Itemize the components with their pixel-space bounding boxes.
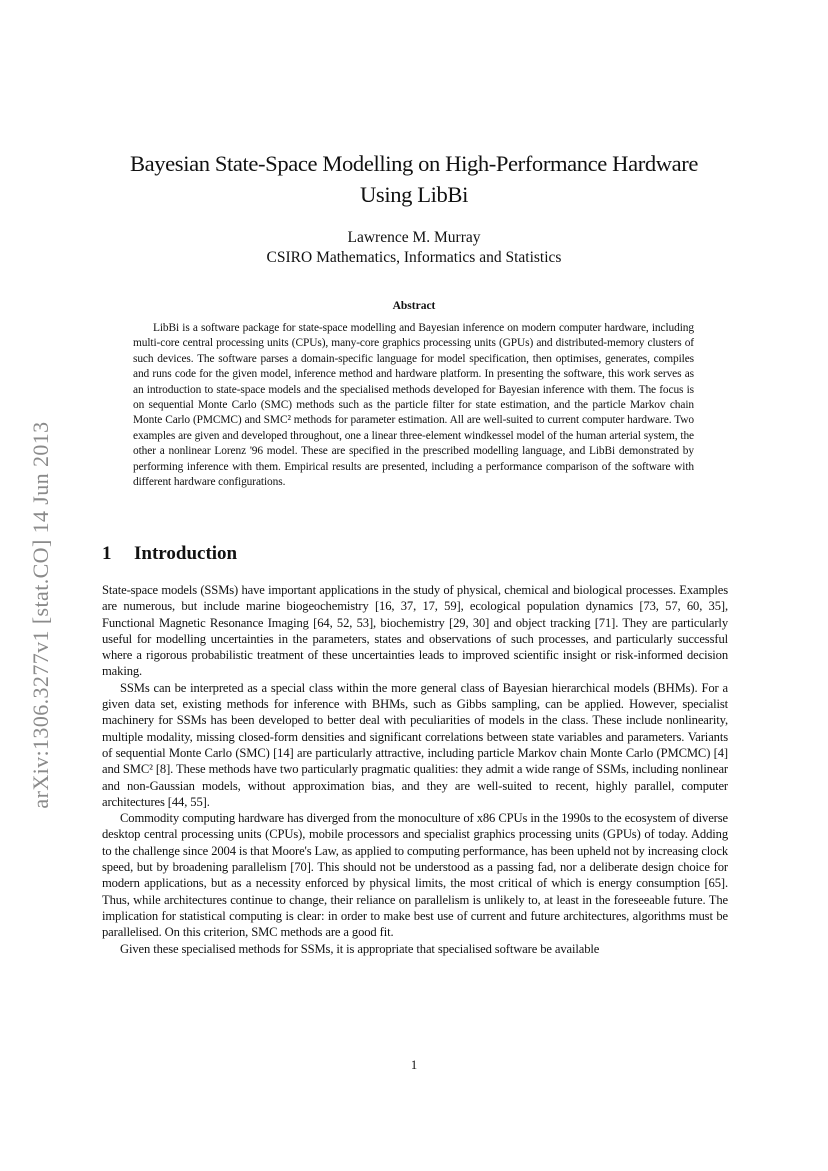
paper-title: [90, 148, 738, 210]
abstract-body: LibBi is a software package for state-space modelling and Bayesian inference on modern computer hardware, including multi-core central processing units (CPUs), many-core graphics processing units (GPUs) and distributed-memory clusters of such devices. The software parses a domain-specific language for model specification, then optimises, generates, compiles and runs code for the given model, inference method and hardware platform. In presenting the software, this work serves as an introduction to state-space models and the specialised methods developed for Bayesian inference with them. The focus is on sequential Monte Carlo (SMC) methods such as the particle filter for state estimation, and the particle Markov chain Monte Carlo (PMCMC) and SMC² methods for parameter estimation. All are well-suited to current computer hardware. Two examples are given and developed throughout, one a linear three-element windkessel model of the human arterial system, the other a nonlinear Lorenz '96 model. These are specified in the prescribed modelling language, and LibBi demonstrated by performing inference with them. Empirical results are presented, including a performance comparison of the software with different hardware configurations.: [133, 322, 694, 489]
section-heading: [102, 543, 728, 565]
paragraph: State-space models (SSMs) have important applications in the study of physical, chemical and biological processes. Examples are numerous, but include marine biogeochemistry [16, 37, 17, 59], ecological population dynamics [73, 57, 60, 35], Functional Magnetic Resonance Imaging [64, 52, 53], biochemistry [29, 30] and object tracking [71]. They are particularly useful for modelling uncertainties in the parameters, states and observations of such processes, and particularly successful where a rigorous probabilistic treatment of these uncertainties leads to improved scientific insight or risk-informed decision making.: [102, 583, 728, 679]
paragraph: SSMs can be interpreted as a special class within the more general class of Bayesian hierarchical models (BHMs). For a given data set, existing methods for inference with BHMs, such as Gibbs sampling, can be applied. However, specialist machinery for SSMs has been developed to better deal with peculiarities of models in the class. These include nonlinearity, multiple modality, missing closed-form densities and significant correlations between state variables and parameters. Variants of sequential Monte Carlo (SMC) [14] are particularly attractive, including particle Markov chain Monte Carlo (PMCMC) [4] and SMC² [8]. These methods have two particularly pragmatic qualities: they admit a wide range of SSMs, including nonlinear and non-Gaussian models, without approximation bias, and they are well-suited to recent, highly parallel, computer architectures [44, 55].: [102, 680, 728, 809]
paragraph: Given these specialised methods for SSMs, it is appropriate that specialised software be available: [120, 941, 600, 956]
title-line-1: Bayesian State-Space Modelling on High-Performance Hardware: [129, 151, 699, 176]
section-title: Introduction: [134, 543, 238, 564]
abstract-heading: Abstract: [392, 300, 436, 312]
title-line-2: Using LibBi: [360, 182, 468, 207]
paragraph: Commodity computing hardware has diverged from the monoculture of x86 CPUs in the 1990s to the ecosystem of diverse desktop central processing units (CPUs), mobile processors and specialist graphics processing units (GPUs) of today. Adding to the challenge since 2004 is that Moore's Law, as applied to computing performance, has been upheld not by increasing clock speed, but by broadening parallelism [70]. This should not be understood as a passing fad, nor a deliberate design choice for modern applications, but as a necessity enforced by physical limits, the most critical of which is energy consumption [65]. Thus, while architectures continue to change, their reliance on parallelism is unlikely to, at least in the foreseeable future. The implication for statistical computing is clear: in order to make best use of current and future architectures, algorithms must be parallelised. On this criterion, SMC methods are a good fit.: [102, 811, 728, 940]
page-number: 1: [410, 1058, 418, 1072]
author-affiliation: CSIRO Mathematics, Informatics and Statistics: [266, 249, 562, 266]
section-number: 1: [102, 543, 112, 564]
arxiv-identifier-stamp: arXiv:1306.3277v1 [stat.CO] 14 Jun 2013: [28, 421, 53, 809]
introduction-body: [102, 582, 728, 957]
author-name: Lawrence M. Murray: [347, 229, 481, 246]
author-block: [90, 228, 738, 268]
